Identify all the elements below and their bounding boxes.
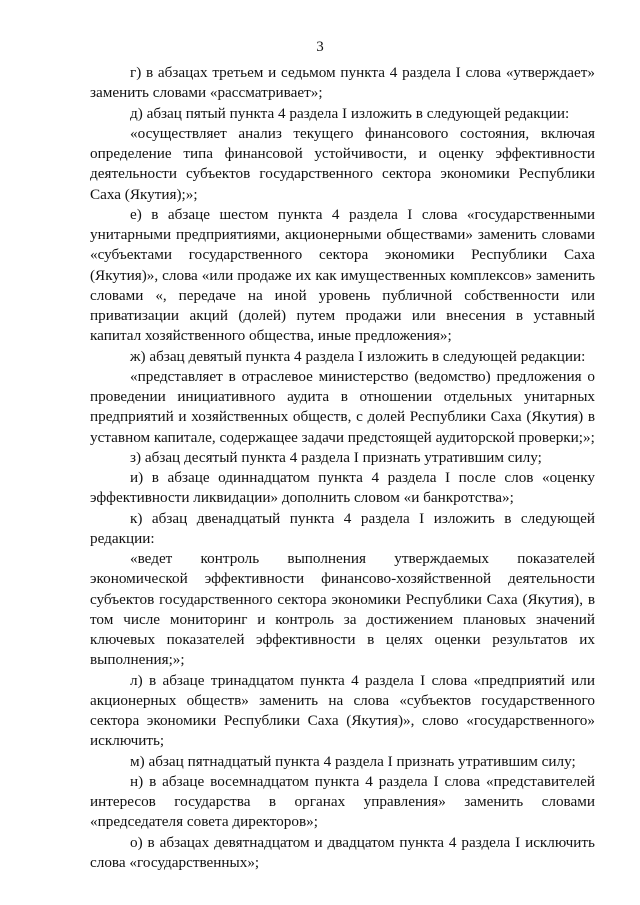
paragraph-d-quote: «осуществляет анализ текущего финансового состояния, включая определение типа финансовой устойчивости, и оценку эффективности деятельности субъектов государственного сектора экономики Республики Саха (Якутия);»; xyxy=(90,124,595,203)
paragraph-zh-quote: «представляет в отраслевое министерство (ведомство) предложения о проведении инициативного аудита в отношении отдельных унитарных предприятий и хозяйственных обществ, с долей Республики Саха (Якутия) в уставном капитале, содержащее задачи предстоящей аудиторской проверки;»; xyxy=(90,367,595,446)
paragraph-zh: ж) абзац девятый пункта 4 раздела I изложить в следующей редакции: xyxy=(130,347,586,365)
paragraph-g: г) в абзацах третьем и седьмом пункта 4 раздела I слова «утверждает» заменить словами «рассматривает»; xyxy=(90,64,595,102)
paragraph-e: е) в абзаце шестом пункта 4 раздела I слова «государственными унитарными предприятиями, акционерными обществами» заменить словами «субъектами государственного сектора экономики Республики Саха (Якутия)», слова «или продаже их как имущественных комплексов» заменить словами «, передаче на иной уровень публичной собственности или приватизации акций (долей) путем продажи или внесения в уставный капитал хозяйственного общества, иные предложения»; xyxy=(90,205,595,345)
document-body xyxy=(90,63,595,873)
paragraph-i: и) в абзаце одиннадцатом пункта 4 раздела I после слов «оценку эффективности ликвидации» дополнить словом «и банкротства»; xyxy=(90,469,595,507)
paragraph-l: л) в абзаце тринадцатом пункта 4 раздела I слова «предприятий или акционерных обществ» заменить на слова «субъектов государственного сектора экономики Республики Саха (Якутия)», слово «государственного» исключить; xyxy=(90,671,595,750)
paragraph-k-quote: «ведет контроль выполнения утверждаемых показателей экономической эффективности финансово-хозяйственной деятельности субъектов государственного сектора экономики Республики Саха (Якутия), в том числе мониторинг и контроль за достижением плановых значений ключевых показателей эффективности в целях оценки результатов их выполнения;»; xyxy=(90,550,595,669)
paragraph-d: д) абзац пятый пункта 4 раздела I изложить в следующей редакции: xyxy=(130,104,570,122)
page-number: 3 xyxy=(316,39,324,55)
paragraph-o: о) в абзацах девятнадцатом и двадцатом пункта 4 раздела I исключить слова «государственных»; xyxy=(90,833,595,871)
paragraph-k: к) абзац двенадцатый пункта 4 раздела I изложить в следующей редакции: xyxy=(90,509,595,547)
paragraph-n: н) в абзаце восемнадцатом пункта 4 раздела I слова «представителей интересов государства в органах управления» заменить словами «председателя совета директоров»; xyxy=(90,772,595,831)
paragraph-z: з) абзац десятый пункта 4 раздела I признать утратившим силу; xyxy=(130,448,542,466)
paragraph-m: м) абзац пятнадцатый пункта 4 раздела I признать утратившим силу; xyxy=(130,752,576,770)
